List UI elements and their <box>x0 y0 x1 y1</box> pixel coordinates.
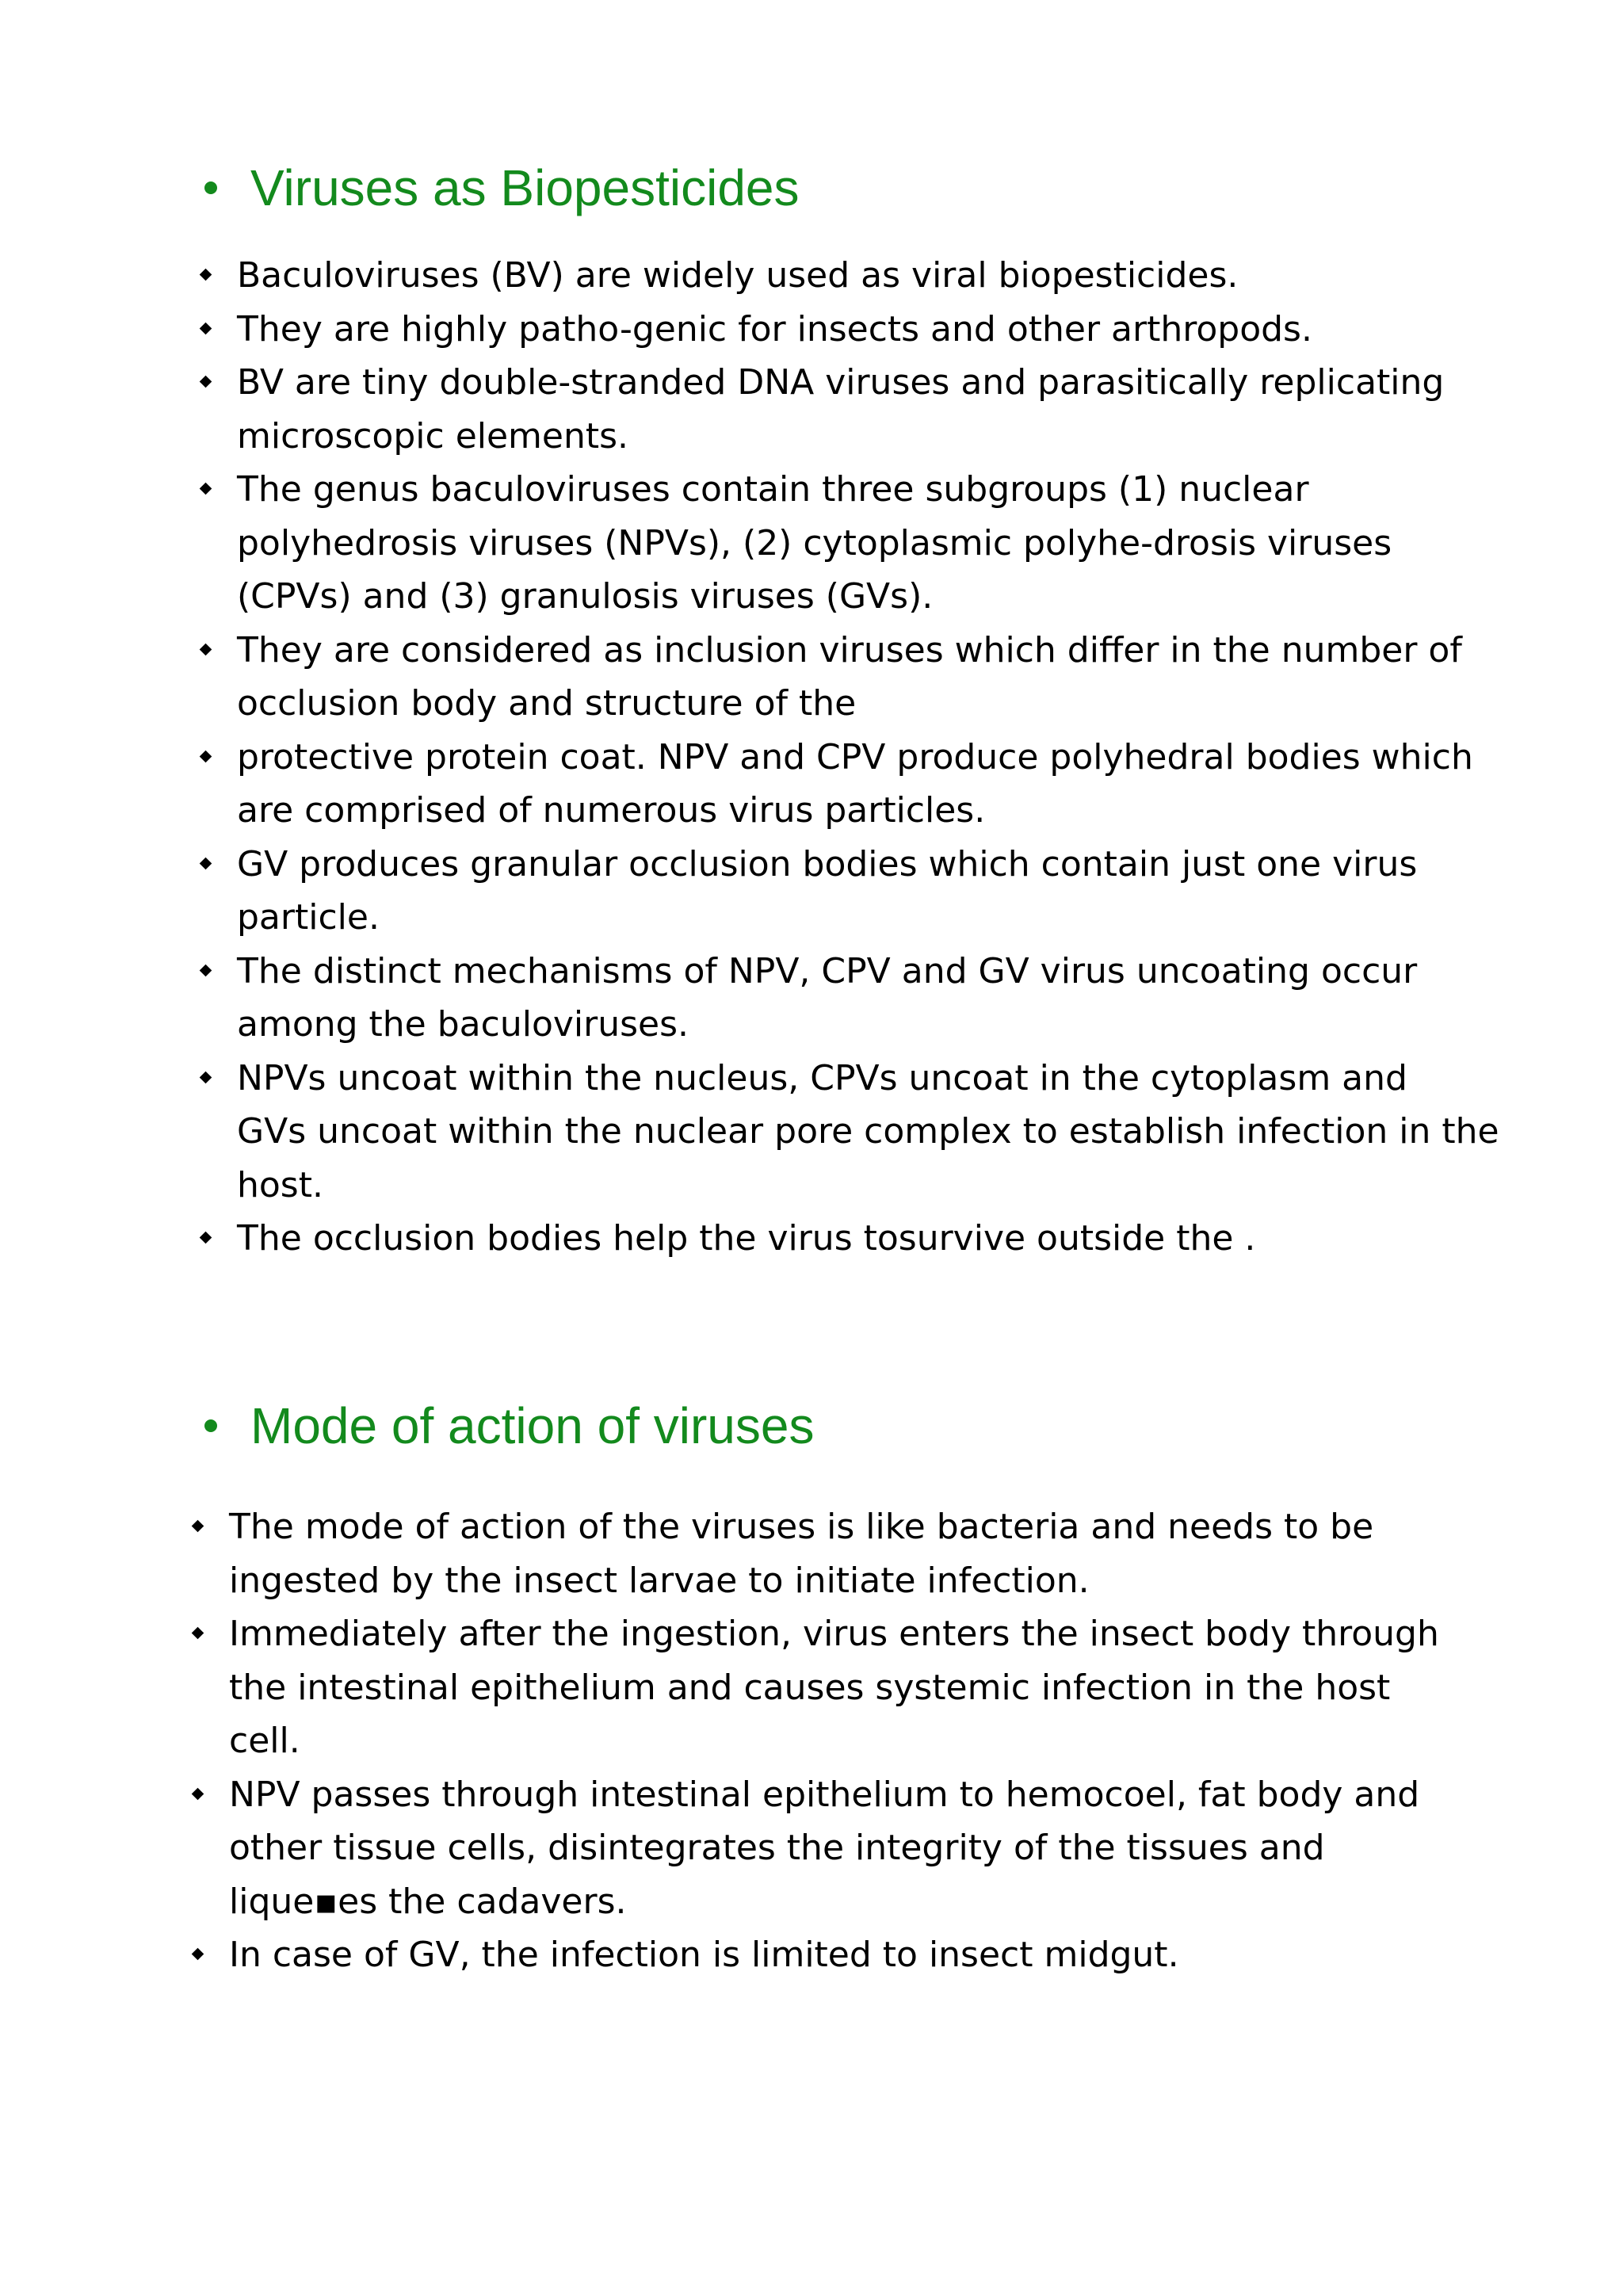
list-item <box>200 945 1547 1052</box>
list-item-line: microscopic elements. <box>237 415 629 457</box>
list-item-line: NPV passes through intestinal epithelium to hemocoel, fat body and <box>229 1774 1420 1815</box>
diamond-bullet-icon <box>200 964 212 976</box>
round-dot-icon <box>204 1419 217 1432</box>
list-item-line: GVs uncoat within the nuclear pore complex to establish infection in the <box>237 1111 1499 1152</box>
list-item-line: are comprised of numerous virus particles. <box>237 790 986 831</box>
list-item-line: The mode of action of the viruses is like bacteria and needs to be <box>229 1507 1374 1547</box>
list-item-line: polyhedrosis viruses (NPVs), (2) cytoplasmic polyhe-drosis viruses <box>237 522 1392 563</box>
list-item-line: NPVs uncoat within the nucleus, CPVs uncoat in the cytoplasm and <box>237 1057 1407 1098</box>
list-item <box>200 1052 1547 1213</box>
section-heading-text: Mode of action of viruses <box>250 1397 815 1454</box>
list-item <box>200 356 1547 463</box>
diamond-bullet-icon <box>200 857 212 869</box>
bullet-list-mode-of-action <box>192 1500 1539 1982</box>
section-heading-text: Viruses as Biopesticides <box>250 159 800 216</box>
list-item <box>200 731 1547 838</box>
list-item-line: ingested by the insect larvae to initiate infection. <box>229 1560 1090 1601</box>
diamond-bullet-icon <box>200 483 212 495</box>
list-item <box>200 1212 1547 1266</box>
list-item <box>200 249 1547 303</box>
list-item-line: protective protein coat. NPV and CPV produce polyhedral bodies which <box>237 736 1473 777</box>
list-item <box>192 1768 1539 1929</box>
list-item-line: They are highly patho-genic for insects and other arthropods. <box>237 308 1312 350</box>
list-item-line: other tissue cells, disintegrates the integrity of the tissues and <box>229 1828 1325 1868</box>
diamond-bullet-icon <box>200 643 212 655</box>
diamond-bullet-icon <box>192 1948 204 1961</box>
list-item <box>200 624 1547 731</box>
list-item-line: host. <box>237 1164 323 1205</box>
round-dot-icon <box>204 181 217 194</box>
list-item-line: particle. <box>237 897 380 938</box>
diamond-bullet-icon <box>192 1627 204 1640</box>
list-item-line: The occlusion bodies help the virus tosurvive outside the . <box>237 1218 1256 1259</box>
list-item-line: cell. <box>229 1721 300 1761</box>
list-item <box>192 1928 1539 1982</box>
list-item-line: The genus baculoviruses contain three subgroups (1) nuclear <box>237 469 1309 510</box>
list-item-line: The distinct mechanisms of NPV, CPV and GV virus uncoating occur <box>237 950 1418 991</box>
list-item-line: lique▪es the cadavers. <box>229 1881 627 1922</box>
list-item-line: Immediately after the ingestion, virus enters the insect body through <box>229 1614 1439 1654</box>
list-item-line: BV are tiny double-stranded DNA viruses and parasitically replicating <box>237 362 1445 403</box>
list-item-line: In case of GV, the infection is limited to insect midgut. <box>229 1935 1179 1975</box>
list-item-line: They are considered as inclusion viruses which differ in the number of <box>237 629 1462 670</box>
list-item-line: Baculoviruses (BV) are widely used as viral biopesticides. <box>237 255 1239 296</box>
diamond-bullet-icon <box>192 1520 204 1533</box>
list-item-line: (CPVs) and (3) granulosis viruses (GVs). <box>237 576 934 617</box>
diamond-bullet-icon <box>192 1787 204 1800</box>
list-item-line: among the baculoviruses. <box>237 1004 689 1045</box>
list-item <box>200 303 1547 357</box>
list-item <box>200 838 1547 945</box>
diamond-bullet-icon <box>200 269 212 281</box>
diamond-bullet-icon <box>200 1232 212 1244</box>
list-item <box>192 1500 1539 1607</box>
list-item <box>192 1607 1539 1768</box>
diamond-bullet-icon <box>200 376 212 388</box>
diamond-bullet-icon <box>200 322 212 334</box>
section-heading-viruses-as-biopesticides <box>204 159 800 217</box>
list-item-line: the intestinal epithelium and causes systemic infection in the host <box>229 1667 1391 1708</box>
bullet-list-biopesticides <box>200 249 1547 1266</box>
diamond-bullet-icon <box>200 750 212 762</box>
list-item-line: GV produces granular occlusion bodies which contain just one virus <box>237 843 1418 884</box>
list-item <box>200 463 1547 624</box>
section-heading-mode-of-action <box>204 1396 814 1455</box>
diamond-bullet-icon <box>200 1071 212 1083</box>
list-item-line: occlusion body and structure of the <box>237 683 857 724</box>
